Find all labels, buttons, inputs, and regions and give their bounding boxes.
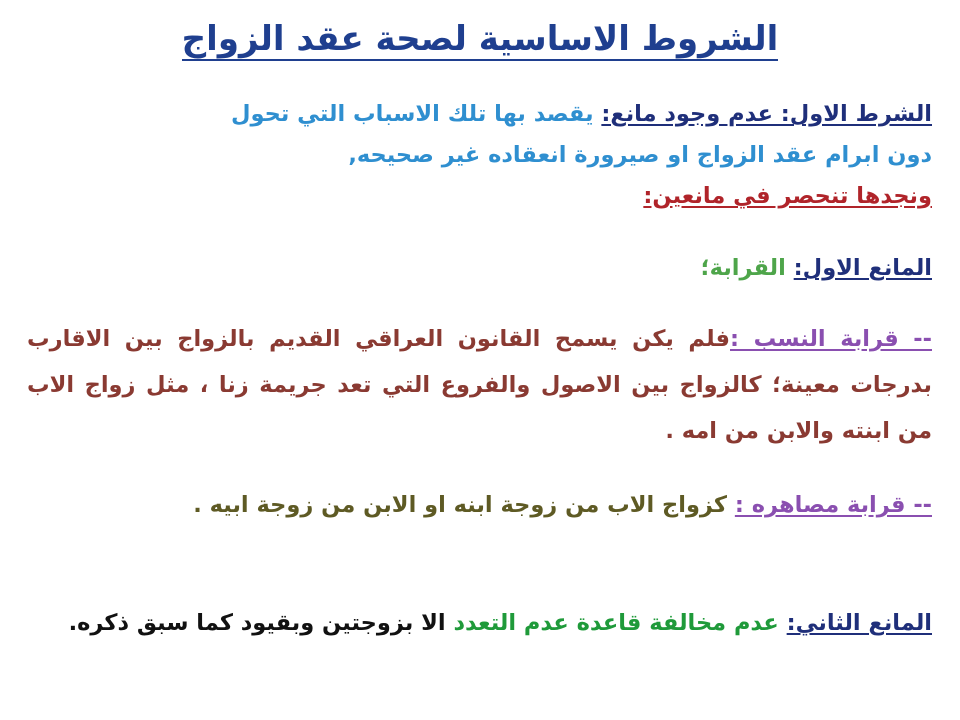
- condition-one-text-line2: دون ابرام عقد الزواج او صيرورة انعقاده غير صحيحه,: [348, 142, 932, 168]
- condition-one-line2: [72, 135, 932, 176]
- kinship-lineage-text: فلم يكن يسمح القانون العراقي القديم بالزواج بين الاقارب بدرجات معينة؛ كالزواج بين الاصول والفروع التي تعد جريمة زنا ، مثل زواج الاب من ابنته والابن من امه .: [27, 326, 932, 444]
- condition-one-text-line3: ونجدها تنحصر في مانعين:: [643, 183, 932, 209]
- impediment-two-paragraph: [27, 597, 932, 649]
- condition-one-text-line1: يقصد بها تلك الاسباب التي تحول: [230, 101, 602, 127]
- slide-title-container: [0, 14, 960, 64]
- kinship-affinity-paragraph: [27, 480, 932, 530]
- kinship-lineage-paragraph: [27, 316, 932, 454]
- impediment-two-text-black: الا بزوجتين وبقيود كما سبق ذكره.: [68, 610, 454, 636]
- slide-title: الشروط الاساسية لصحة عقد الزواج: [181, 19, 779, 59]
- condition-one-heading: الشرط الاول: عدم وجود مانع:: [601, 101, 932, 127]
- impediment-one-heading: المانع الاول:: [793, 255, 932, 281]
- impediment-one-value: القرابة؛: [700, 255, 794, 281]
- condition-one-paragraph: [27, 94, 932, 135]
- impediment-two-text-colored: عدم مخالفة قاعدة عدم التعدد: [453, 610, 787, 636]
- kinship-lineage-heading: -- قرابة النسب :: [730, 326, 932, 352]
- impediment-one-paragraph: [27, 248, 932, 289]
- kinship-affinity-heading: -- قرابة مصاهره :: [734, 492, 932, 518]
- kinship-affinity-text: كزواج الاب من زوجة ابنه او الابن من زوجة ابيه .: [193, 492, 735, 518]
- impediment-two-heading: المانع الثاني:: [786, 610, 932, 636]
- condition-one-line3: [72, 176, 932, 217]
